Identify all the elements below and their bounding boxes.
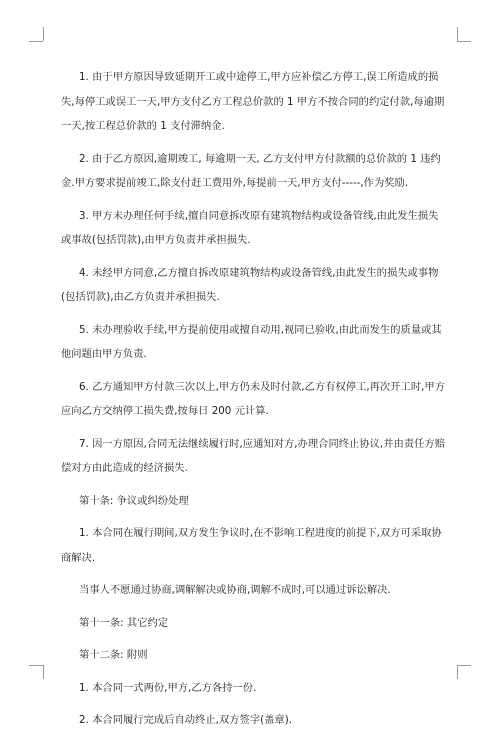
- paragraph-line: 7. 因一方原因,合同无法继续履行时,应通知对方,办理合同终止协议,并由责任方赔: [79, 437, 445, 450]
- crop-mark-bottom-left-v: [43, 665, 44, 679]
- crop-mark-top-right-v: [457, 27, 458, 41]
- paragraph-line: 4. 未经甲方同意,乙方擅自拆改原建筑物结构或设备管线,由此发生的损失或事物: [79, 266, 439, 279]
- paragraph-line: (包括罚款),由乙方负责并承担损失.: [61, 291, 220, 303]
- paragraph-line: 1. 本合同一式两份,甲方,乙方各持一份.: [79, 681, 257, 694]
- paragraph-7: [61, 432, 447, 481]
- paragraph-9: [61, 578, 447, 603]
- paragraph-line: 偿对方由此造成的经济损失.: [61, 462, 188, 474]
- paragraph-line: 一天,按工程总价款的 1 支付滞纳金.: [61, 120, 225, 132]
- paragraph-11: [61, 708, 447, 733]
- paragraph-8: [61, 521, 447, 570]
- crop-mark-bottom-right-h: [457, 665, 471, 666]
- crop-mark-bottom-left-h: [29, 665, 43, 666]
- paragraph-3: [61, 204, 447, 253]
- paragraph-line: 失,每停工或误工一天,甲方支付乙方工程总价款的 1 甲方不按合同的约定付款,每逾期: [61, 95, 445, 108]
- paragraph-line: 商解决.: [61, 551, 96, 564]
- paragraph-line: 5. 未办理验收手续,甲方提前使用或擅自动用,视同已验收,由此而发生的质量或其: [79, 323, 442, 336]
- article-12-heading: [61, 643, 447, 668]
- document-body: [61, 65, 447, 741]
- paragraph-5: [61, 318, 447, 367]
- paragraph-line: 金.甲方要求提前竣工,除支付赶工费用外,每提前一天,甲方支付-----,作为奖励.: [61, 177, 409, 189]
- paragraph-4: [61, 261, 447, 310]
- crop-mark-top-left-h: [29, 41, 43, 42]
- crop-mark-bottom-right-v: [457, 665, 458, 679]
- section-heading: 第十二条: 附则: [79, 649, 148, 661]
- paragraph-line: 2. 本合同履行完成后自动终止,双方签字(盖章).: [79, 714, 293, 726]
- paragraph-line: 或事故(包括罚款),由甲方负责并承担损失.: [61, 234, 251, 246]
- paragraph-line: 2. 由于乙方原因,逾期竣工, 每逾期一天, 乙方支付甲方付款额的总价款的 1 违约: [79, 152, 441, 165]
- crop-mark-top-right-h: [457, 41, 471, 42]
- section-heading: 第十一条: 其它约定: [79, 616, 169, 629]
- article-11-heading: [61, 611, 447, 636]
- paragraph-1: [61, 65, 447, 139]
- paragraph-line: 1. 由于甲方原因导致延期开工或中途停工,甲方应补偿乙方停工,误工所造成的损: [79, 71, 439, 83]
- paragraph-2: [61, 147, 447, 196]
- paragraph-line: 3. 甲方未办理任何手续,擅自同意拆改原有建筑物结构或设备管线,由此发生损失: [79, 209, 439, 222]
- paragraph-line: 应向乙方交纳停工损失费,按每日 200 元计算.: [61, 405, 269, 417]
- section-heading: 第十条: 争议或纠纷处理: [79, 494, 189, 507]
- paragraph-line: 他问题由甲方负责.: [61, 348, 147, 360]
- paragraph-10: [61, 676, 447, 701]
- paragraph-6: [61, 375, 447, 424]
- paragraph-line: 1. 本合同在履行期间,双方发生争议时,在不影响工程进度的前提下,双方可采取协: [79, 527, 442, 539]
- article-10-heading: [61, 489, 447, 514]
- paragraph-line: 当事人不愿通过协商,调解解决或协商,调解不成时,可以通过诉讼解决.: [79, 584, 391, 596]
- paragraph-line: 6. 乙方通知甲方付款三次以上,甲方仍未及时付款,乙方有权停工,再次开工时,甲方: [79, 380, 445, 393]
- crop-mark-top-left-v: [43, 27, 44, 41]
